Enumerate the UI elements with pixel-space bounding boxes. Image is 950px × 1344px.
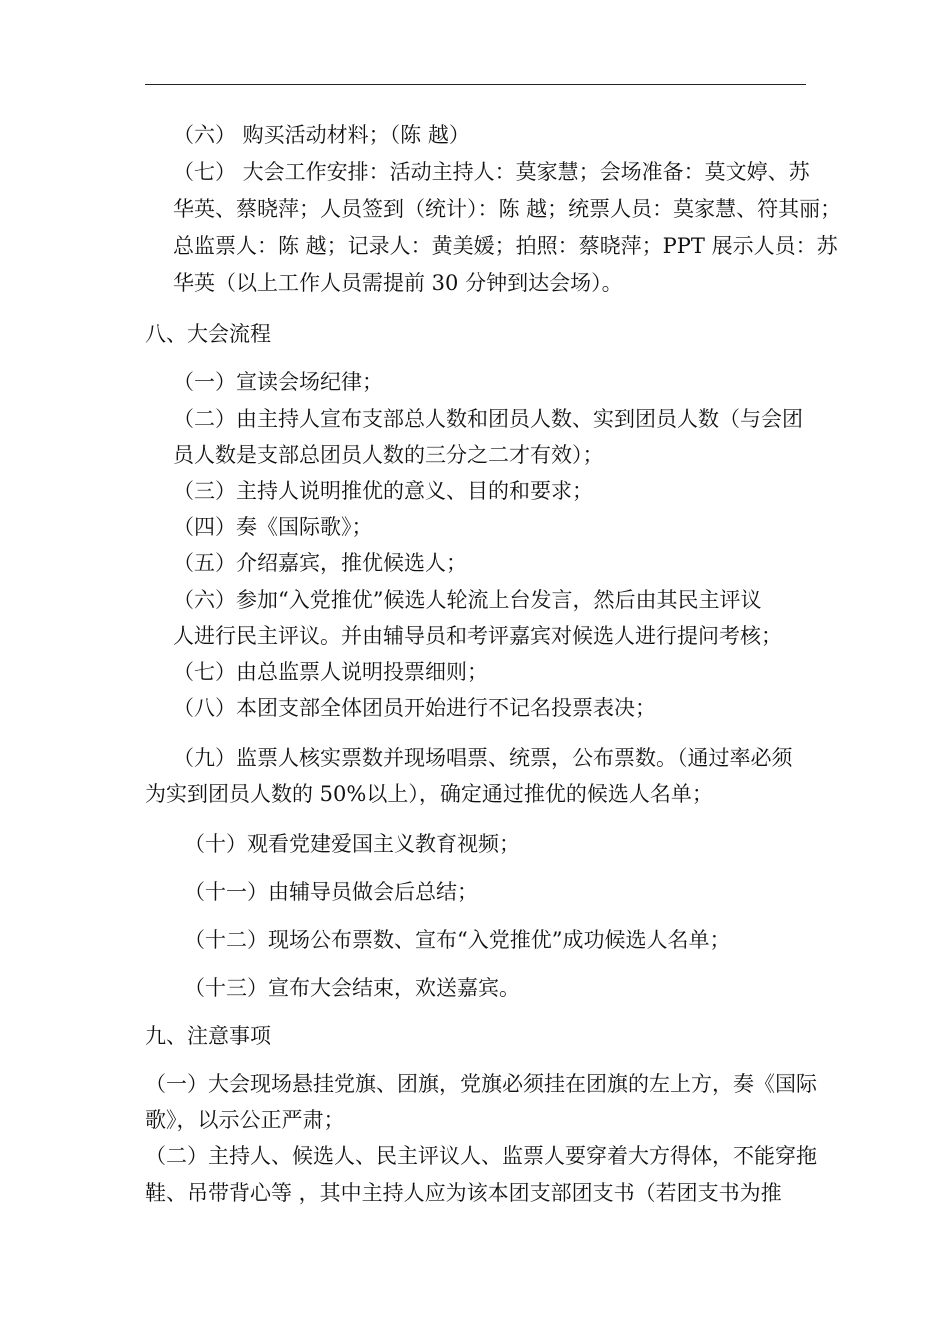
flow-item-7: （七）由总监票人说明投票细则；: [173, 660, 488, 684]
flow-item-13: （十三）宣布大会结束，欢送嘉宾。: [184, 976, 520, 1000]
flow-item-10: （十）观看党建爱国主义教育视频；: [184, 832, 520, 856]
flow-item-5: （五）介绍嘉宾，推优候选人；: [173, 551, 467, 575]
header-rule: [145, 84, 806, 85]
task-item-6: （六） 购买活动材料；（陈 越）: [173, 123, 470, 147]
section-9-heading: 九、注意事项: [145, 1024, 271, 1048]
flow-item-4: （四）奏《国际歌》；: [173, 515, 373, 539]
flow-item-2-line-1: （二）由主持人宣布支部总人数和团员人数、实到团员人数（与会团: [173, 407, 803, 431]
flow-item-6-line-2: 人进行民主评议。并由辅导员和考评嘉宾对候选人进行提问考核；: [173, 624, 782, 648]
note-item-1-line-1: （一）大会现场悬挂党旗、团旗，党旗必须挂在团旗的左上方，奏《国际: [145, 1072, 817, 1096]
note-item-2-line-2: 鞋、吊带背心等 ，其中主持人应为该本团支部团支书（若团支书为推: [145, 1181, 782, 1205]
note-item-1-line-2: 歌》，以示公正严肃；: [145, 1108, 345, 1132]
flow-item-12: （十二）现场公布票数、宣布“入党推优”成功候选人名单；: [184, 928, 731, 952]
task-item-7-line-3: 总监票人：陈 越；记录人：黄美媛；拍照：蔡晓萍；PPT 展示人员：苏: [173, 234, 838, 258]
note-item-2-line-1: （二）主持人、候选人、民主评议人、监票人要穿着大方得体，不能穿拖: [145, 1144, 817, 1168]
flow-item-6-line-1: （六）参加“入党推优”候选人轮流上台发言，然后由其民主评议: [173, 588, 762, 612]
flow-item-11: （十一）由辅导员做会后总结；: [184, 880, 478, 904]
section-8-heading: 八、大会流程: [145, 322, 271, 346]
flow-item-8: （八）本团支部全体团员开始进行不记名投票表决；: [173, 696, 656, 720]
flow-item-9-line-2: 为实到团员人数的 50%以上），确定通过推优的候选人名单；: [145, 782, 713, 806]
flow-item-9-line-1: （九）监票人核实票数并现场唱票、统票，公布票数。（通过率必须: [173, 746, 793, 770]
flow-item-3: （三）主持人说明推优的意义、目的和要求；: [173, 479, 593, 503]
task-item-7-line-2: 华英、蔡晓萍；人员签到（统计）：陈 越；统票人员：莫家慧、符其丽；: [173, 197, 842, 221]
flow-item-1: （一）宣读会场纪律；: [173, 370, 383, 394]
task-item-7-line-1: （七） 大会工作安排：活动主持人：莫家慧；会场准备：莫文婷、苏: [173, 160, 810, 184]
flow-item-2-line-2: 员人数是支部总团员人数的三分之二才有效）；: [173, 443, 604, 467]
task-item-7-line-4: 华英（以上工作人员需提前 30 分钟到达会场）。: [173, 271, 623, 295]
